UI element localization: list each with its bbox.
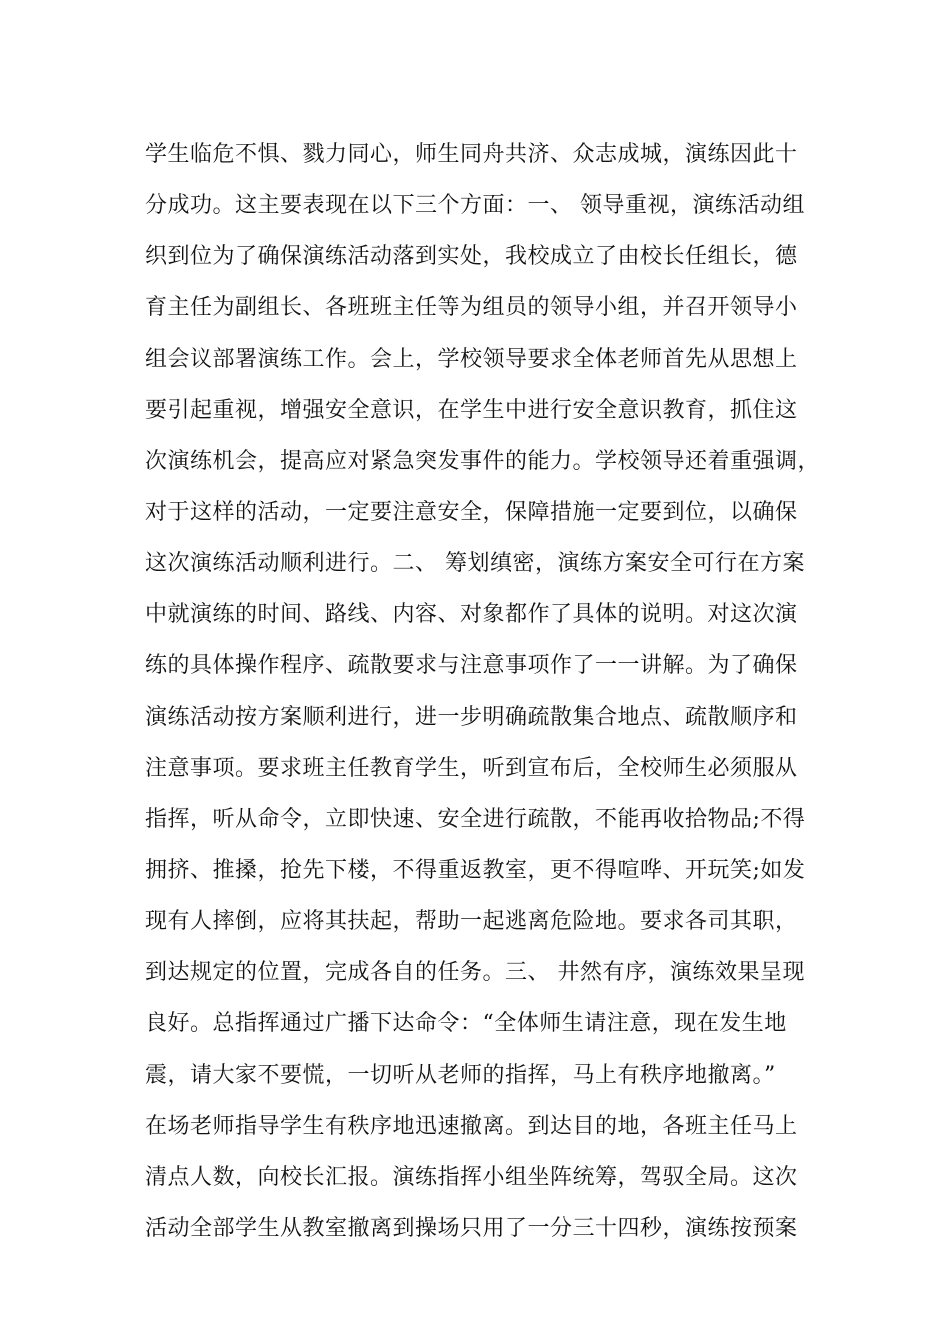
text-line: 演练活动按方案顺利进行，进一步明确疏散集合地点、疏散顺序和 [145,704,798,730]
text-line: 育主任为副组长、各班班主任等为组员的领导小组，并召开领导小 [145,295,798,321]
text-line: 活动全部学生从教室撤离到操场只用了一分三十四秒，演练按预案 [145,1215,798,1241]
text-line: 清点人数，向校长汇报。演练指挥小组坐阵统筹，驾驭全局。这次 [145,1164,798,1190]
text-line: 学生临危不惧、戮力同心，师生同舟共济、众志成城，演练因此十 [145,142,798,167]
body-text [145,129,825,1254]
text-line: 分成功。这主要表现在以下三个方面：一、 领导重视，演练活动组 [145,193,805,219]
text-line: 中就演练的时间、路线、内容、对象都作了具体的说明。对这次演 [145,602,798,628]
text-line: 练的具体操作程序、疏散要求与注意事项作了一一讲解。为了确保 [145,653,798,679]
text-line: 到达规定的位置，完成各自的任务。三、 井然有序，演练效果呈现 [145,960,805,986]
text-line: 织到位为了确保演练活动落到实处，我校成立了由校长任组长，德 [145,244,798,270]
text-line: 指挥，听从命令，立即快速、安全进行疏散，不能再收拾物品;不得 [145,806,806,832]
text-line: 震，请大家不要慌，一切听从老师的指挥，马上有秩序地撤离。” [145,1062,776,1088]
text-line: 拥挤、推搡，抢先下楼，不得重返教室，更不得喧哗、开玩笑;如发 [145,857,806,883]
text-line: 现有人摔倒，应将其扶起，帮助一起逃离危险地。要求各司其职， [145,909,798,935]
text-line: 次演练机会，提高应对紧急突发事件的能力。学校领导还着重强调， [145,448,821,474]
text-line: 良好。总指挥通过广播下达命令：“全体师生请注意，现在发生地 [145,1011,787,1037]
text-line: 对于这样的活动，一定要注意安全，保障措施一定要到位，以确保 [145,499,798,525]
text-line: 在场老师指导学生有秩序地迅速撤离。到达目的地，各班主任马上 [145,1113,798,1139]
text-line: 这次演练活动顺利进行。二、 筹划缜密，演练方案安全可行在方案 [145,551,805,577]
text-line: 组会议部署演练工作。会上，学校领导要求全体老师首先从思想上 [145,346,798,372]
text-line: 要引起重视，增强安全意识，在学生中进行安全意识教育，抓住这 [145,397,798,423]
text-line: 注意事项。要求班主任教育学生，听到宣布后，全校师生必须服从 [145,755,798,781]
